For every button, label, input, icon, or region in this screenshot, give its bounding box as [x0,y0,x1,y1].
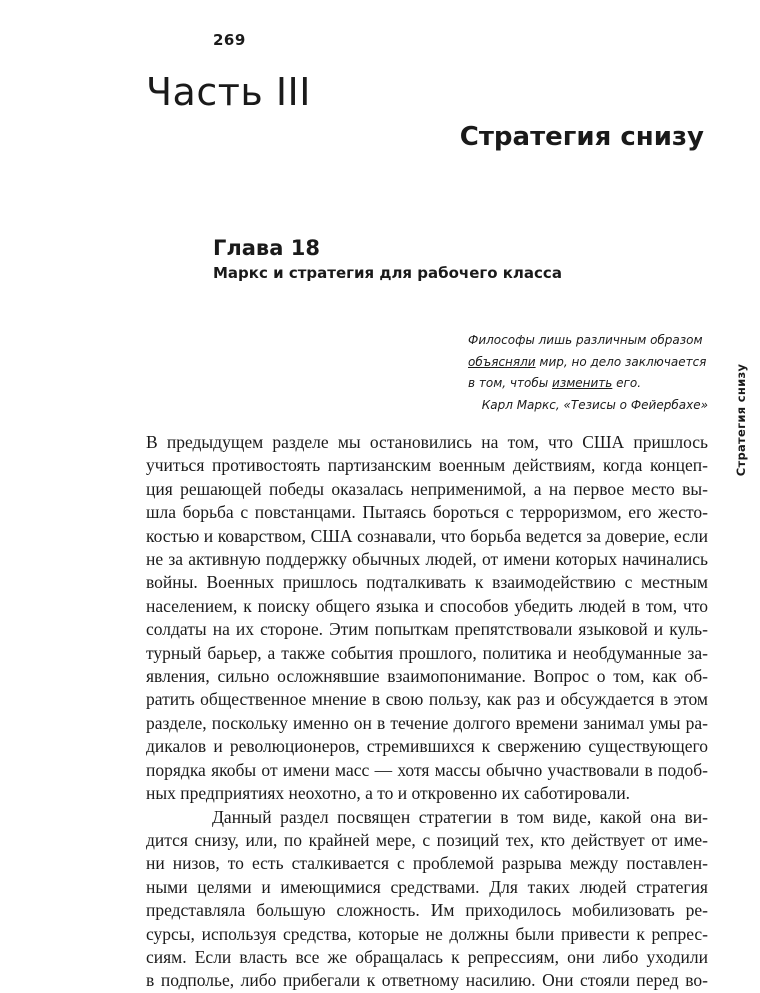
body-line: не за активную поддержку обычных людей, от имени которых начинались [146,549,708,570]
chapter-subtitle: Маркс и стратегия для рабочего класса [213,264,562,282]
page-number: 269 [213,31,246,49]
epigraph-line-3-post: его. [612,376,642,390]
body-line: явления, сильно осложнявшие взаимопонимание. Вопрос о том, как об- [146,666,708,687]
body-line: порядка якобы от имени масс — хотя массы обычно участвовали в подоб- [146,759,708,780]
body-text [146,431,708,993]
body-line: сурсы, используя средства, которые не должны были привести к репрес- [146,923,708,944]
body-line: разделе, поскольку именно он в течение долгого времени занимал умы ра- [146,712,708,733]
epigraph-line-3 [468,373,708,395]
epigraph-line-1: Философы лишь различным образом [468,333,703,347]
body-line: дится снизу, или, по крайней мере, с позиций тех, кто действует от име- [146,829,708,850]
body-line: в подполье, либо прибегали к ответному насилию. Они стояли перед во- [146,970,708,991]
epigraph-line-3-pre: в том, чтобы [468,376,553,390]
epigraph-line-2 [468,352,708,374]
side-tab [730,340,752,500]
body-line: Данный раздел посвящен стратегии в том виде, какой она ви- [212,806,708,827]
body-line: шла борьба с повстанцами. Пытаясь бороться с терроризмом, его жесто- [146,502,708,523]
body-line: турный барьер, а также события прошлого, политика и необдуманные за- [146,642,708,663]
body-line: костью и коварством, США сознавали, что борьба ведется за доверие, если [146,525,708,546]
body-line: ных предприятиях неохотно, а то и откровенно их саботировали. [146,783,631,804]
body-line: учиться противостоять партизанским военным действиям, когда концеп- [146,455,708,476]
body-line: дикалов и революционеров, стремившихся к свержению существующего [146,736,708,757]
epigraph-underlined-word: изменить [552,376,613,390]
epigraph-underlined-word: объясняли [468,354,536,369]
body-line: ратить общественное мнение в свою пользу, как раз и обсуждается в этом [146,689,708,710]
body-line: ция решающей победы оказалась неприменимой, а на первое место вы- [146,478,708,499]
body-line: солдаты на их стороне. Этим попыткам препятствовали языковой и куль- [146,619,708,640]
body-line: войны. Военных пришлось подталкивать к взаимодействию с местным [146,572,708,593]
chapter-label: Глава 18 [213,236,320,260]
body-line: В предыдущем разделе мы остановились на том, что США пришлось [146,432,708,452]
part-title: Часть III [146,70,311,114]
body-line: представляла большую сложность. Им приходилось мобилизовать ре- [146,900,708,921]
body-line: ни низов, то есть сталкивается с проблемой разрыва между поставлен- [146,853,708,874]
body-line: населением, к поиску общего языка и способов убедить людей в том, что [146,595,708,616]
epigraph-line-2-rest: мир, но дело заключается [535,354,707,369]
body-line: ными целями и имеющимися средствами. Для таких людей стратегия [146,876,708,897]
part-subtitle: Стратегия снизу [459,122,704,152]
body-line: сиям. Если власть все же обращалась к репрессиям, они либо уходили [146,946,708,967]
epigraph [468,330,708,416]
epigraph-attribution: Карл Маркс, «Тезисы о Фейербахе» [481,397,708,412]
side-tab-label: Стратегия снизу [734,363,748,477]
